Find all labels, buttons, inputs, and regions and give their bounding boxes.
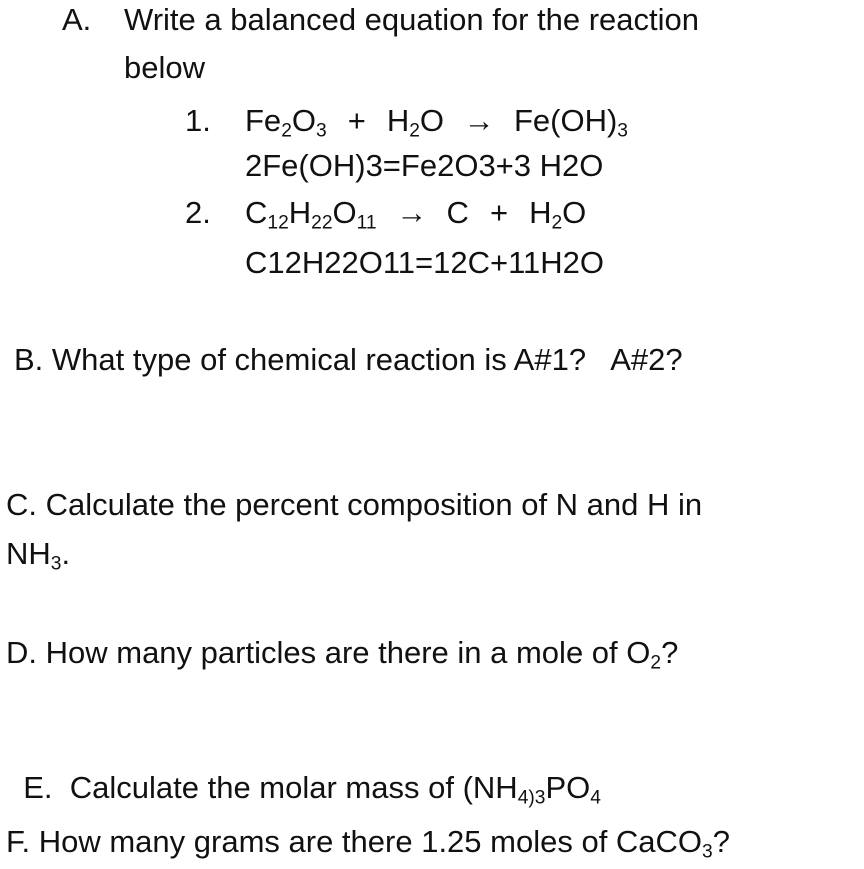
eq1-product-sub: 3 xyxy=(617,120,628,142)
e-nh4-sub: 4)3 xyxy=(517,787,546,809)
question-d xyxy=(6,633,678,673)
eq2-c: C xyxy=(245,195,268,230)
eq2-arrow: → xyxy=(396,195,428,230)
eq2-product-o: O xyxy=(562,195,587,230)
question-a-line2: below xyxy=(124,50,205,85)
eq1-arrow: → xyxy=(463,103,495,138)
question-e xyxy=(6,728,601,808)
eq2-product-h-sub: 2 xyxy=(551,212,563,234)
question-c-line1: C. Calculate the percent composition of N and H in xyxy=(6,487,703,522)
question-b: B. What type of chemical reaction is A#1? A#2? xyxy=(14,342,683,377)
f-text: F. How many grams are there 1.25 moles of CaCO xyxy=(6,824,703,859)
eq1-product: Fe(OH) xyxy=(513,103,618,138)
e-po-sub: 4 xyxy=(590,787,601,809)
eq2-h: H xyxy=(288,195,312,230)
equation-2-number: 2. xyxy=(185,195,211,230)
e-po: PO xyxy=(545,770,591,805)
f-question-mark: ? xyxy=(712,824,730,859)
equation-1-number: 1. xyxy=(185,103,211,138)
equation-2 xyxy=(245,193,586,233)
equation-1 xyxy=(245,101,628,141)
eq1-o: O xyxy=(291,103,316,138)
eq2-h-sub: 22 xyxy=(311,212,333,234)
eq2-o-sub: 11 xyxy=(356,212,377,234)
eq1-plus: + xyxy=(347,103,366,138)
eq1-h: H xyxy=(386,103,410,138)
eq2-plus: + xyxy=(489,195,509,230)
d-question-mark: ? xyxy=(661,635,679,670)
question-c-line2 xyxy=(6,534,70,574)
eq2-o: O xyxy=(332,195,357,230)
e-text: E. Calculate the molar mass of (NH xyxy=(23,770,518,805)
f-caco-sub: 3 xyxy=(702,841,713,863)
eq1-fe-sub: 2 xyxy=(281,120,292,142)
eq2-product-c: C xyxy=(446,195,469,230)
c-nh-sub: 3 xyxy=(50,553,62,575)
d-text: D. How many particles are there in a mole of O xyxy=(6,635,651,670)
eq1-o-sub: 3 xyxy=(316,120,327,142)
eq1-h-sub: 2 xyxy=(409,120,420,142)
eq2-product-h: H xyxy=(529,195,552,230)
eq1-fe: Fe xyxy=(245,103,282,138)
c-period: . xyxy=(61,536,71,571)
question-a-line1: Write a balanced equation for the reaction xyxy=(124,2,700,37)
eq1-h2o-o: O xyxy=(419,103,445,138)
question-a-marker: A. xyxy=(62,2,92,37)
eq2-c-sub: 12 xyxy=(267,212,289,234)
equation-2-answer: C12H22O11=12C+11H2O xyxy=(245,245,605,280)
question-f xyxy=(6,822,730,862)
d-o-sub: 2 xyxy=(650,652,662,674)
c-nh: NH xyxy=(6,536,51,571)
equation-1-answer: 2Fe(OH)3=Fe2O3+3 H2O xyxy=(245,148,604,183)
